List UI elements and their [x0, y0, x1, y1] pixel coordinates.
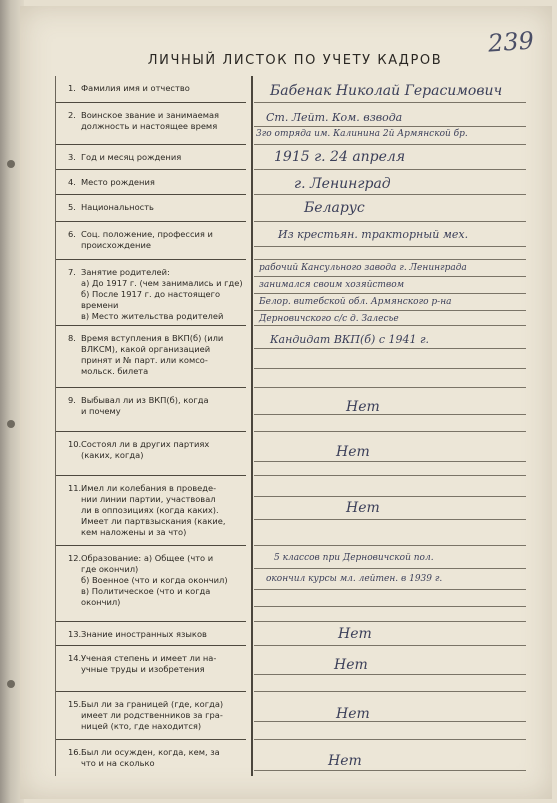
answer-left-party: Нет	[346, 399, 380, 415]
form-row-11	[56, 476, 534, 546]
field-label: 2. Воинское звание и занимаемая должность и настоящее время	[68, 110, 220, 131]
field-label: 12.Образование: а) Общее (что и где окончил) б) Военное (что и когда окончил) в) Политическое (что и когда окончил)	[68, 553, 228, 607]
answer-parents: Белор. витебской обл. Армянского р-на	[259, 297, 452, 307]
answer-social-status: Из крестьян. тракторный мех.	[278, 228, 469, 241]
answer-parents: Дерновичского с/с д. Залесье	[259, 314, 399, 324]
answer-education: окончил курсы мл. лейтен. в 1939 г.	[266, 574, 443, 584]
form-row-5	[56, 195, 534, 222]
answer-birthplace: г. Ленинград	[294, 176, 391, 192]
form-row-10	[56, 432, 534, 476]
answer-rank: 3го отряда им. Калинина 2й Армянской бр.	[256, 129, 468, 139]
answer-education: 5 классов при Дерновичской пол.	[274, 553, 434, 563]
answer-birthdate: 1915 г. 24 апреля	[274, 149, 406, 165]
field-label: 8. Время вступления в ВКП(б) (или ВЛКСМ), какой организацией принят и № парт. или комсо- мольск. билета	[68, 333, 224, 376]
answer-abroad: Нет	[336, 706, 370, 722]
answer-other-parties: Нет	[336, 444, 370, 460]
personnel-form	[55, 76, 534, 776]
answer-degree: Нет	[334, 657, 368, 673]
answer-name: Бабенак Николай Герасимович	[270, 83, 503, 99]
field-label: 14.Ученая степень и имеет ли на- учные труды и изобретения	[68, 653, 217, 674]
page-number: 239	[487, 26, 535, 58]
field-label: 3. Год и месяц рождения	[68, 152, 182, 162]
field-label: 5. Национальность	[68, 202, 154, 212]
form-row-14	[56, 646, 534, 692]
form-row-15	[56, 692, 534, 740]
form-row-9	[56, 388, 534, 432]
answer-parents: рабочий Кансульного завода г. Ленинграда	[259, 263, 467, 273]
field-label: 11.Имел ли колебания в проведе- нии линии партии, участвовал ли в оппозициях (когда каких). Имеет ли партвзыскания (какие, кем наложены и за что)	[68, 483, 226, 537]
binding-hole	[7, 420, 15, 428]
answer-parents: занимался своим хозяйством	[259, 280, 405, 290]
binding-hole	[7, 160, 15, 168]
field-label: 13.Знание иностранных языков	[68, 629, 207, 639]
answer-nationality: Беларус	[304, 200, 365, 216]
field-label: 1. Фамилия имя и отчество	[68, 83, 190, 93]
page-title: ЛИЧНЫЙ ЛИСТОК ПО УЧЕТУ КАДРОВ	[147, 53, 443, 68]
answer-rank: Ст. Лейт. Ком. взвода	[266, 111, 403, 124]
field-label: 6. Соц. положение, профессия и происхождение	[68, 229, 213, 250]
field-label: 15.Был ли за границей (где, когда) имеет ли родственников за гра- ницей (кто, где находится)	[68, 699, 224, 731]
answer-convicted: Нет	[328, 753, 362, 769]
answer-party-entry: Кандидат ВКП(б) с 1941 г.	[270, 333, 430, 346]
field-label: 9. Выбывал ли из ВКП(б), когда и почему	[68, 395, 209, 416]
field-label: 10.Состоял ли в других партиях (каких, когда)	[68, 439, 210, 460]
answer-languages: Нет	[338, 626, 372, 642]
binding-hole	[7, 680, 15, 688]
form-row-13	[56, 622, 534, 646]
field-label: 7. Занятие родителей: а) До 1917 г. (чем занимались и где) б) После 1917 г. до настоящего времени в) Место жительства родителей	[68, 267, 243, 321]
field-label: 16.Был ли осужден, когда, кем, за что и на сколько	[68, 747, 220, 768]
field-label: 4. Место рождения	[68, 177, 155, 187]
answer-deviations: Нет	[346, 500, 380, 516]
